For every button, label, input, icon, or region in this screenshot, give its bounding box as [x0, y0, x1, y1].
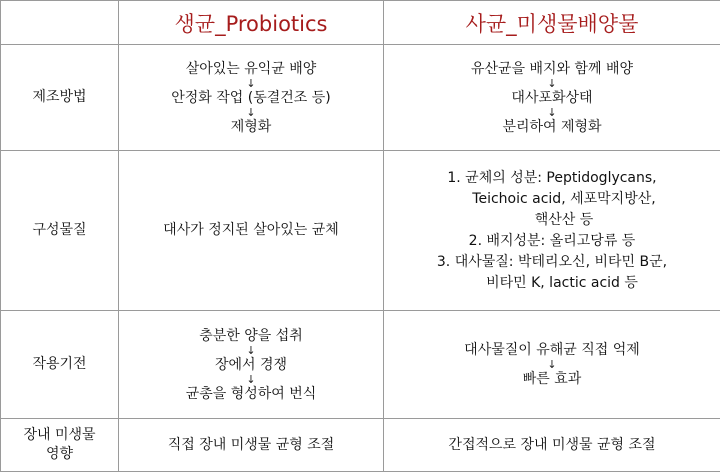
method-postbiotics-step-1: 유산균을 배지와 함께 배양 [384, 60, 720, 78]
arrow-down-icon: ↓ [384, 359, 720, 370]
label-composition: 구성물질 [1, 151, 119, 311]
row-composition [1, 151, 720, 311]
method-postbiotics-cell [384, 45, 720, 151]
header-postbiotics: 사균_미생물배양물 [384, 1, 720, 45]
composition-postbiotics-list [384, 151, 720, 311]
effect-postbiotics: 간접적으로 장내 미생물 균형 조절 [384, 419, 720, 472]
arrow-down-icon: ↓ [384, 107, 720, 118]
composition-item-3: 3. 대사물질: 박테리오신, 비타민 B군, [384, 252, 720, 273]
method-postbiotics-step-3: 분리하여 제형화 [384, 118, 720, 136]
mechanism-probiotics-cell [119, 311, 384, 419]
method-probiotics-step-1: 살아있는 유익균 배양 [119, 60, 383, 78]
composition-item-1-cont2: 핵산산 등 [384, 210, 720, 231]
label-effect-line-1: 장내 미생물 [1, 426, 118, 445]
row-mechanism [1, 311, 720, 419]
header-probiotics: 생균_Probiotics [119, 1, 384, 45]
composition-probiotics: 대사가 정지된 살아있는 균체 [119, 151, 384, 311]
row-effect [1, 419, 720, 472]
composition-item-1: 1. 균체의 성분: Peptidoglycans, [384, 168, 720, 189]
arrow-down-icon: ↓ [119, 345, 383, 356]
arrow-down-icon: ↓ [119, 78, 383, 89]
label-mechanism: 작용기전 [1, 311, 119, 419]
label-effect [1, 419, 119, 472]
method-probiotics-step-3: 제형화 [119, 118, 383, 136]
effect-probiotics: 직접 장내 미생물 균형 조절 [119, 419, 384, 472]
method-probiotics-cell [119, 45, 384, 151]
method-postbiotics-step-2: 대사포화상태 [384, 89, 720, 107]
mechanism-postbiotics-step-2: 빠른 효과 [384, 370, 720, 388]
composition-item-2: 2. 배지성분: 올리고당류 등 [384, 231, 720, 252]
header-row [1, 1, 720, 45]
mechanism-probiotics-step-2: 장에서 경쟁 [119, 356, 383, 374]
mechanism-probiotics-step-1: 충분한 양을 섭취 [119, 327, 383, 345]
composition-item-1-cont: Teichoic acid, 세포막지방산, [384, 189, 720, 210]
header-empty-cell [1, 1, 119, 45]
label-effect-line-2: 영향 [1, 445, 118, 464]
label-method: 제조방법 [1, 45, 119, 151]
arrow-down-icon: ↓ [119, 374, 383, 385]
composition-item-3-cont: 비타민 K, lactic acid 등 [384, 273, 720, 294]
mechanism-postbiotics-step-1: 대사물질이 유해균 직접 억제 [384, 341, 720, 359]
mechanism-probiotics-step-3: 균총을 형성하여 번식 [119, 385, 383, 403]
arrow-down-icon: ↓ [384, 78, 720, 89]
method-probiotics-step-2: 안정화 작업 (동결건조 등) [119, 89, 383, 107]
mechanism-postbiotics-cell [384, 311, 720, 419]
arrow-down-icon: ↓ [119, 107, 383, 118]
row-method [1, 45, 720, 151]
